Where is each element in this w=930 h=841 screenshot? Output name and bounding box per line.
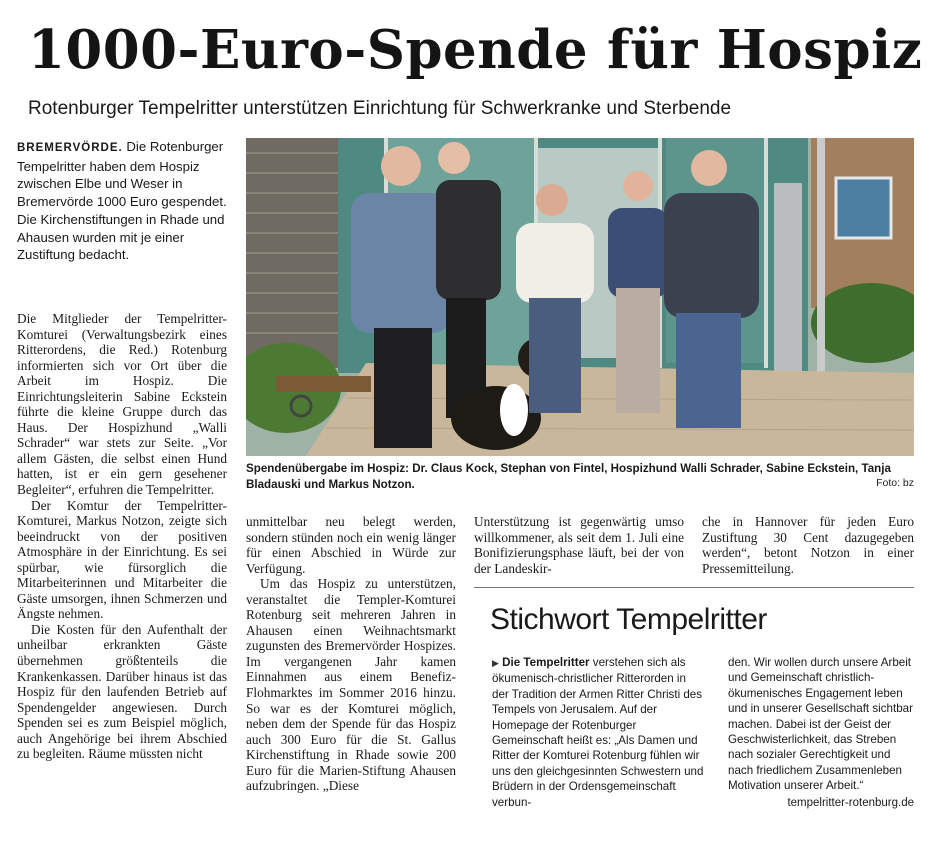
article-column-3 — [474, 514, 684, 576]
subheadline: Rotenburger Tempelritter unterstützen Einrichtung für Schwerkranke und Sterbende — [28, 98, 732, 119]
caption-place: Hospiz — [367, 462, 406, 475]
sidebar-text-2: den. Wir wollen durch unsere Arbeit und Gemeinschaft christlich-ökumenisches Engagement leben und in unserer Gesellschaft sichtbar machen. Dabei ist der Geist der Geschwisterlichkeit, das Streben nach sozialer Gerechtigkeit und nach friedlichem Zusammenleben Motivation unserer Arbeit.“ — [728, 656, 913, 793]
headline: 1000-Euro-Spende für Hospiz — [28, 19, 923, 81]
sidebar-text-1: verstehen sich als ökumenisch-christlicher Ritterorden in der Tradition der Armen Ritter Christi des Tempels von Jerusalem. Auf der Homepage der Rotenburger Gemeinschaft heißt es: „Als Damen und Ritter der Komturei Rotenburg fühlen wir uns den gleichgesinnten Schwestern und Brüdern in der Ordensgemeinschaft verbun- — [492, 656, 704, 809]
sidebar-rule — [474, 587, 914, 588]
sidebar-url: tempelritter-rotenburg.de — [787, 797, 914, 809]
body-paragraph: Die Mitglieder der Tempelritter-Komturei (Verwaltungsbezirk eines Ritterordens, die Red.) Rotenburg informierten sich vor Ort über die Arbeit im Hospiz. Die Einrichtungsleiterin Sabine Eckstein führte die kleine Gruppe durch das Haus. Der Hospizhund „Walli Schrader“ war stets zur Seite. „Vor allem Gästen, die selbst einen Hund hatten, ist er ein gern gesehener Begleiter“, erfuhren die Tempelritter. — [17, 311, 227, 498]
sidebar-term: Die Tempelritter — [502, 656, 590, 669]
dateline: BREMERVÖRDE. — [17, 142, 123, 154]
lead-paragraph — [17, 138, 227, 264]
caption-lead: Spendenübergabe im — [246, 462, 368, 475]
sidebar-column-1 — [492, 655, 704, 810]
body-paragraph: Der Komtur der Tempelritter-Komturei, Markus Notzon, zeigte sich beeindruckt von der positiven Atmosphäre in der Einrichtung. Es sei spürbar, wie fürsorglich die Mitarbeiterinnen und Mitarbeiter die Gäste umsorgen, ihnen Schmerzen und Ängste nehmen. — [17, 497, 227, 622]
body-paragraph: che in Hannover für jeden Euro Zustiftung 30 Cent dazugegeben werden“, betont Notzon in einer Pressemitteilung. — [702, 514, 914, 576]
body-paragraph: Die Kosten für den Aufenthalt der unheilbar erkrankten Gäste übernehmen größtenteils die Krankenkassen. Darüber hinaus ist das Hospiz für den laufenden Betrieb auf Spendengelder angewiesen. Durch Spenden sei es zum Beispiel möglich, auch Angehörige bei ihrem Abschied zu begleiten. Räume müssten nicht — [17, 621, 227, 762]
lead-text: Die Rotenburger Tempelritter haben dem Hospiz zwischen Elbe und Weser in Bremervörde 1000 Euro gespendet. Die Kirchenstiftungen in Rhade und Ahausen wurden mit je einer Zustiftung bedacht. — [17, 139, 227, 263]
photo-credit: Foto: bz — [876, 477, 914, 489]
article-column-1 — [17, 311, 227, 762]
article-photo — [246, 138, 914, 456]
triangle-bullet-icon: ▶ — [492, 658, 499, 668]
body-paragraph: Um das Hospiz zu unterstützen, veranstaltet die Templer-Komturei Rotenburg seit mehreren Jahren in Ahausen einen Weihnachtsmarkt zugunsten des Bremervörder Hospizes. Im vergangenen Jahr kamen Einnahmen aus einem Benefiz-Flohmarktes im Sommer 2016 hinzu. So war es der Komturei möglich, neben dem der Spende für das Hospiz auch 300 Euro für die St. Gallus Kirchenstiftung in Rhade sowie 200 Euro für die Marien-Stiftung Ahausen aufzubringen. „Diese — [246, 576, 456, 794]
article-column-2 — [246, 514, 456, 794]
article-column-4 — [702, 514, 914, 576]
body-paragraph: Unterstützung ist gegenwärtig umso willkommener, als seit dem 1. Juli eine Bonifizierungsphase läuft, bei der von der Landeskir- — [474, 514, 684, 576]
sidebar-column-2 — [728, 655, 916, 794]
caption-rest: : Dr. Claus Kock, Stephan von Fintel, Hospizhund Walli Schrader, Sabine Eckstein, Tanja Bladauski und Markus Notzon. — [246, 462, 891, 491]
sidebar-title: Stichwort Tempelritter — [490, 603, 767, 636]
body-paragraph: unmittelbar neu belegt werden, sondern stünden noch ein wenig länger für einen Abschied in Würde zur Verfügung. — [246, 514, 456, 576]
photo-caption — [246, 461, 914, 492]
